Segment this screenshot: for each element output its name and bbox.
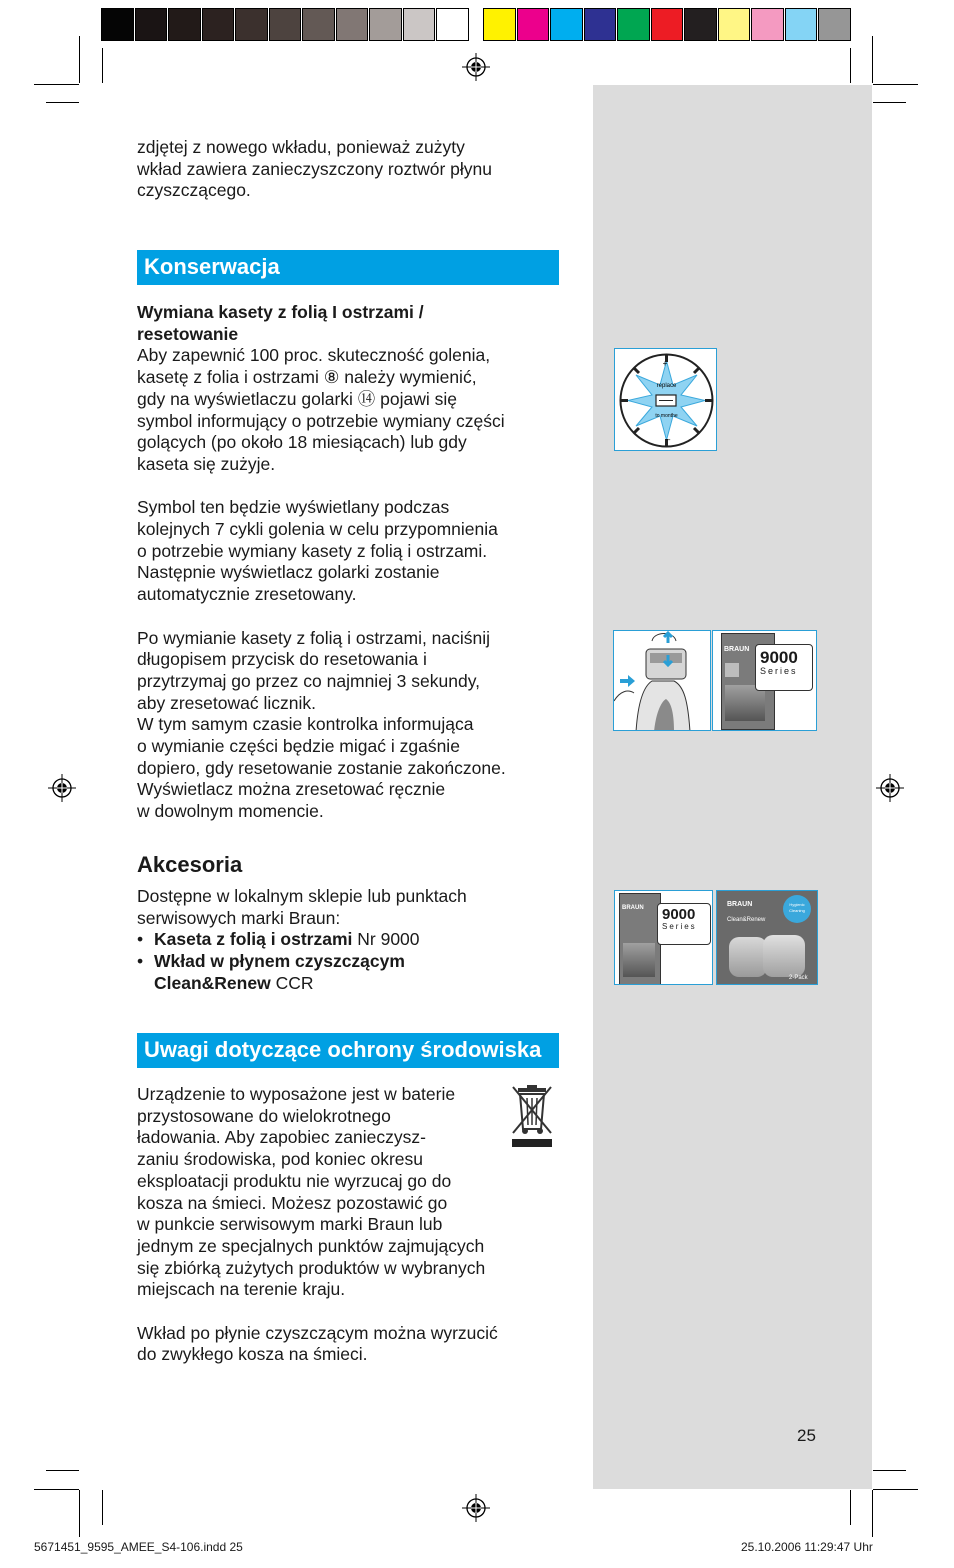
text-line: dopiero, gdy resetowanie zostanie zakończone.	[137, 757, 506, 778]
color-swatch	[550, 8, 583, 41]
crop-mark	[102, 48, 103, 83]
subheading-line: resetowanie	[137, 323, 239, 344]
konserwacja-heading: Konserwacja	[144, 254, 280, 279]
dial-plus: +	[662, 359, 668, 368]
badge-number: 9000	[662, 906, 696, 923]
crop-mark	[79, 36, 80, 83]
crop-mark	[873, 1470, 906, 1471]
text-line: kosza na śmieci. Możesz pozostawić go	[137, 1192, 448, 1213]
color-swatch	[751, 8, 784, 41]
color-swatch	[517, 8, 550, 41]
crossed-out-bin-icon	[507, 1083, 557, 1149]
crop-mark	[46, 1470, 79, 1471]
color-swatch	[403, 8, 436, 41]
color-swatch	[651, 8, 684, 41]
accessory-name: Clean&Renew	[154, 972, 271, 993]
text-line: wkład zawiera zanieczyszczony roztwór płynu	[137, 158, 492, 179]
text-line: eksploatacji produktu nie wyrzucaj go do	[137, 1170, 452, 1191]
crop-mark	[872, 1490, 873, 1537]
footer-file-info: 5671451_9595_AMEE_S4-106.indd 25	[34, 1540, 243, 1554]
text-line: Po wymianie kasety z folią i ostrzami, naciśnij	[137, 627, 491, 648]
text-line: o wymianie części będzie migać i zgaśnie	[137, 736, 460, 757]
text-line: się zbiórką zużytych produktów w wybranych	[137, 1257, 486, 1278]
text-line: o potrzebie wymiany kasety z folią i ostrzami.	[137, 540, 488, 561]
shaver-head-icon	[614, 631, 711, 731]
accessory-name: Wkład w płynem czyszczącym	[154, 951, 405, 972]
bullet: •	[137, 951, 144, 972]
crop-mark	[34, 1489, 79, 1490]
series-badge	[657, 903, 711, 945]
color-swatch	[369, 8, 402, 41]
text-line: Wyświetlacz można zresetować ręcznie	[137, 779, 446, 800]
uwagi-section	[137, 1084, 567, 1366]
text-line: golących (po około 18 miesiącach) lub gdy	[137, 432, 467, 453]
text-line: do zwykłego kosza na śmieci.	[137, 1344, 368, 1365]
color-swatch	[302, 8, 335, 41]
cartridge-image	[763, 935, 805, 977]
series-badge	[755, 644, 813, 691]
color-swatch	[718, 8, 751, 41]
color-swatch	[135, 8, 168, 41]
crop-mark	[79, 1490, 80, 1537]
color-swatch	[684, 8, 717, 41]
text-line: Następnie wyświetlacz golarki zostanie	[137, 562, 440, 583]
color-swatch	[235, 8, 268, 41]
text-line: Symbol ten będzie wyświetlany podczas	[137, 497, 450, 518]
brand-logo: BRAUN	[727, 901, 753, 908]
badge-series: Series	[662, 922, 697, 931]
text-line: czyszczącego.	[137, 180, 251, 201]
cartridge-image	[729, 937, 767, 977]
clean-renew-figure	[716, 890, 818, 985]
color-swatch	[818, 8, 851, 41]
text-line: przystosowane do wielokrotnego	[137, 1105, 391, 1126]
text-line: kolejnych 7 cykli golenia w celu przypomnienia	[137, 519, 498, 540]
text-line: automatycznie zresetowany.	[137, 584, 357, 605]
text-line: gdy na wyświetlaczu golarki ⑭ pojawi się	[137, 388, 457, 409]
crop-mark	[873, 102, 906, 103]
color-swatch	[101, 8, 134, 41]
color-swatch	[785, 8, 818, 41]
dial-bottom-text: to monthe	[655, 413, 678, 419]
crop-mark	[873, 84, 918, 85]
color-swatch	[269, 8, 302, 41]
badge-number: 9000	[760, 648, 798, 667]
uwagi-heading: Uwagi dotyczące ochrony środowiska	[144, 1037, 542, 1062]
text-line: jednym ze specjalnych punktów zajmujących	[137, 1235, 485, 1256]
dial-top-text: replace	[656, 383, 677, 389]
text-line: serwisowych marki Braun:	[137, 907, 341, 928]
uwagi-heading-bar	[137, 1033, 559, 1068]
text-line: aby zresetować licznik.	[137, 692, 316, 713]
text-line: w dowolnym momencie.	[137, 801, 324, 822]
subheading-line: Wymiana kasety z folią I ostrzami /	[137, 302, 424, 322]
registration-mark-icon	[462, 1494, 490, 1522]
crop-mark	[850, 1490, 851, 1525]
cassette-image	[623, 943, 655, 977]
color-swatch	[617, 8, 650, 41]
pack-9000-accessory-figure	[614, 890, 713, 985]
intro-paragraph	[137, 137, 567, 202]
shaver-display-icon	[615, 349, 717, 451]
registration-mark-icon	[876, 774, 904, 802]
hygiene-badge: Hygienic Cleaning	[783, 895, 811, 923]
konserwacja-section	[137, 302, 567, 823]
accessory-code: CCR	[270, 972, 314, 993]
color-swatch	[202, 8, 235, 41]
crop-mark	[34, 84, 79, 85]
text-line: w punkcie serwisowym marki Braun lub	[137, 1214, 443, 1235]
display-replace-symbol-figure	[614, 348, 717, 451]
text-line: kaseta się zużyje.	[137, 453, 276, 474]
brand-logo: BRAUN	[724, 646, 750, 653]
brand-logo: BRAUN	[622, 905, 644, 911]
text-line: miejscach na terenie kraju.	[137, 1279, 346, 1300]
dial-minus: –	[665, 435, 671, 444]
color-swatch	[483, 8, 516, 41]
crop-mark	[46, 102, 79, 103]
text-line: W tym samym czasie kontrolka informująca	[137, 714, 474, 735]
product-name: Clean&Renew	[727, 917, 766, 923]
text-line: Dostępne w lokalnym sklepie lub punktach	[137, 886, 467, 906]
color-swatch	[336, 8, 369, 41]
badge-series: Series	[760, 666, 798, 676]
crop-mark	[872, 36, 873, 83]
text-line: Wkład po płynie czyszczącym można wyrzucić	[137, 1322, 498, 1343]
page-number: 25	[797, 1426, 816, 1445]
footer-timestamp: 25.10.2006 11:29:47 Uhr	[741, 1540, 873, 1554]
konserwacja-heading-bar	[137, 250, 559, 285]
pack-9000-figure	[712, 630, 817, 731]
registration-mark-icon	[462, 53, 490, 81]
shaver-reset-figure	[613, 630, 711, 731]
accessory-item	[137, 929, 567, 951]
text-line: przytrzymaj go przez co najmniej 3 sekundy,	[137, 670, 481, 691]
akcesoria-section	[137, 886, 567, 995]
color-swatch	[584, 8, 617, 41]
pack-label-icon	[725, 663, 739, 677]
crop-mark	[873, 1489, 918, 1490]
accessory-item	[137, 951, 567, 994]
bullet: •	[137, 929, 144, 950]
accessory-code: Nr 9000	[352, 929, 420, 950]
crop-mark	[102, 1490, 103, 1525]
text-line: kasetę z folia i ostrzami ⑧ należy wymienić,	[137, 367, 477, 388]
registration-mark-icon	[48, 774, 76, 802]
text-line: Aby zapewnić 100 proc. skuteczność golenia,	[137, 345, 491, 366]
akcesoria-heading: Akcesoria	[137, 852, 243, 877]
text-line: zaniu środowiska, pod koniec okresu	[137, 1149, 423, 1170]
grey-sidebar	[593, 85, 872, 1489]
text-line: symbol informujący o potrzebie wymiany części	[137, 410, 505, 431]
crop-mark	[850, 48, 851, 83]
color-swatch	[436, 8, 469, 41]
color-swatch	[168, 8, 201, 41]
pack-count: 2-Pack	[789, 975, 808, 981]
text-line: długopisem przycisk do resetowania i	[137, 649, 427, 670]
text-line: Urządzenie to wyposażone jest w baterie	[137, 1084, 456, 1104]
text-line: ładowania. Aby zapobiec zanieczysz-	[137, 1127, 426, 1148]
accessory-name: Kaseta z folią i ostrzami	[154, 929, 353, 950]
text-line: zdjętej z nowego wkładu, ponieważ zużyty	[137, 137, 465, 157]
